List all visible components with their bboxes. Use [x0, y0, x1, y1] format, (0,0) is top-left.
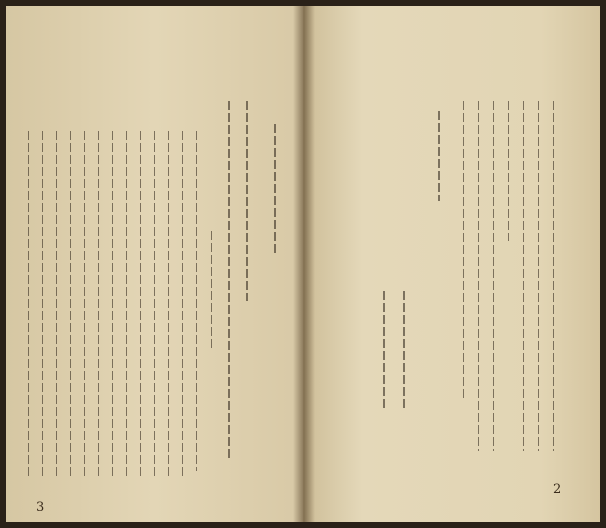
body-column [84, 131, 85, 476]
body-column [168, 131, 169, 476]
body-column [463, 101, 464, 401]
body-column [126, 131, 127, 476]
page-number-left: 3 [36, 500, 45, 515]
body-column [56, 131, 57, 476]
body-column [553, 101, 554, 451]
book-gutter [293, 6, 315, 522]
body-column [508, 101, 509, 241]
body-column [182, 131, 183, 476]
body-column [70, 131, 71, 476]
body-column [112, 131, 113, 476]
heading-column [274, 124, 276, 254]
title-column [228, 101, 230, 461]
body-column [98, 131, 99, 476]
body-column [538, 101, 539, 451]
body-column [196, 131, 197, 471]
signatory-column [403, 291, 405, 411]
body-column [140, 131, 141, 476]
body-column [154, 131, 155, 476]
left-page [6, 6, 303, 522]
body-column [478, 101, 479, 451]
signatory-column [383, 291, 385, 411]
body-column [493, 101, 494, 451]
book-spread [6, 6, 600, 522]
author-affiliation-column [211, 231, 212, 351]
date-line [438, 111, 440, 201]
page-number-right: 2 [553, 482, 562, 497]
body-column [523, 101, 524, 451]
title-column [246, 101, 248, 301]
body-column [28, 131, 29, 476]
body-column [42, 131, 43, 476]
right-page [303, 6, 600, 522]
